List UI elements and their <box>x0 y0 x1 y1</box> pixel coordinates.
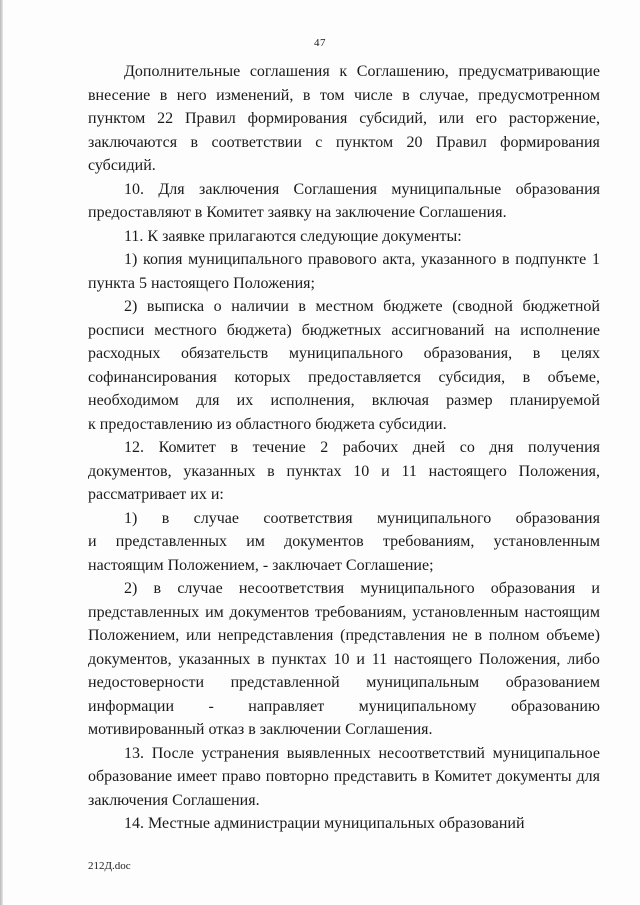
text-line: настоящим Положением, - заключает Соглашение; <box>88 556 434 574</box>
scan-edge <box>0 0 3 905</box>
paragraph-11-item-1 <box>88 248 600 295</box>
footer-filename: 212Д.doc <box>88 860 131 872</box>
text-line: пунктом 22 Правил формирования субсидий, или его расторжение, <box>88 110 600 127</box>
text-line: пункта 5 настоящего Положения; <box>88 274 315 292</box>
paragraph-11 <box>88 225 600 249</box>
text-line: образование имеет право повторно представить в Комитет документы для <box>88 768 600 785</box>
text-line: внесение в него изменений, в том числе в случае, предусмотренном <box>88 86 600 104</box>
document-body <box>88 60 600 836</box>
paragraph-12 <box>88 436 600 507</box>
text-line: 13. После устранения выявленных несоответствий муниципальное <box>124 744 600 762</box>
text-line: и представленных им документов требованиям, установленным <box>88 533 600 550</box>
page-number: 47 <box>314 37 326 49</box>
text-line: документов, указанных в пунктах 10 и 11 настоящего Положения, либо <box>88 650 600 668</box>
text-line: 2) в случае несоответствия муниципального образования и <box>124 580 600 597</box>
paragraph-14 <box>88 812 600 836</box>
text-line: рассматривает их и: <box>88 486 224 503</box>
paragraph-10 <box>88 178 600 225</box>
text-line: Дополнительные соглашения к Соглашению, предусматривающие <box>124 63 600 80</box>
text-line: расходных обязательств муниципального образования, в целях <box>88 345 600 362</box>
paragraph-13 <box>88 742 600 813</box>
text-line: субсидий. <box>88 157 156 174</box>
text-line: 1) в случае соответствия муниципального образования <box>124 509 600 527</box>
text-line: софинансирования которых предоставляется субсидия, в объеме, <box>88 368 600 386</box>
text-line: заключения Соглашения. <box>88 791 260 809</box>
text-line: документов, указанных в пунктах 10 и 11 настоящего Положения, <box>88 462 600 480</box>
text-line: недостоверности представленной муниципальным образованием <box>88 674 600 691</box>
text-line: 1) копия муниципального правового акта, указанного в подпункте 1 <box>124 251 600 268</box>
paragraph-12-item-1 <box>88 507 600 578</box>
text-line: 10. Для заключения Соглашения муниципальные образования <box>124 180 600 198</box>
text-line: 12. Комитет в течение 2 рабочих дней со дня получения <box>124 439 600 456</box>
text-line: заключаются в соответствии с пунктом 20 Правил формирования <box>88 133 600 151</box>
text-line: мотивированный отказ в заключении Соглашения. <box>88 721 433 738</box>
text-line: Положением, или непредставления (представления не в полном объеме) <box>88 627 600 644</box>
text-line: 14. Местные администрации муниципальных образований <box>124 815 525 832</box>
paragraph-additional-agreements <box>88 60 600 178</box>
text-line: к предоставлению из областного бюджета субсидии. <box>88 415 447 433</box>
text-line: необходимом для их исполнения, включая размер планируемой <box>88 392 600 409</box>
text-line: представленных им документов требованиям, установленным настоящим <box>88 603 600 621</box>
paragraph-11-item-2 <box>88 295 600 436</box>
text-line: информации - направляет муниципальному образованию <box>88 697 600 715</box>
text-line: 2) выписка о наличии в местном бюджете (сводной бюджетной <box>124 298 600 315</box>
text-line: 11. К заявке прилагаются следующие документы: <box>124 227 462 245</box>
text-line: предоставляют в Комитет заявку на заключение Соглашения. <box>88 204 507 221</box>
paragraph-12-item-2 <box>88 577 600 742</box>
text-line: росписи местного бюджета) бюджетных ассигнований на исполнение <box>88 321 600 339</box>
